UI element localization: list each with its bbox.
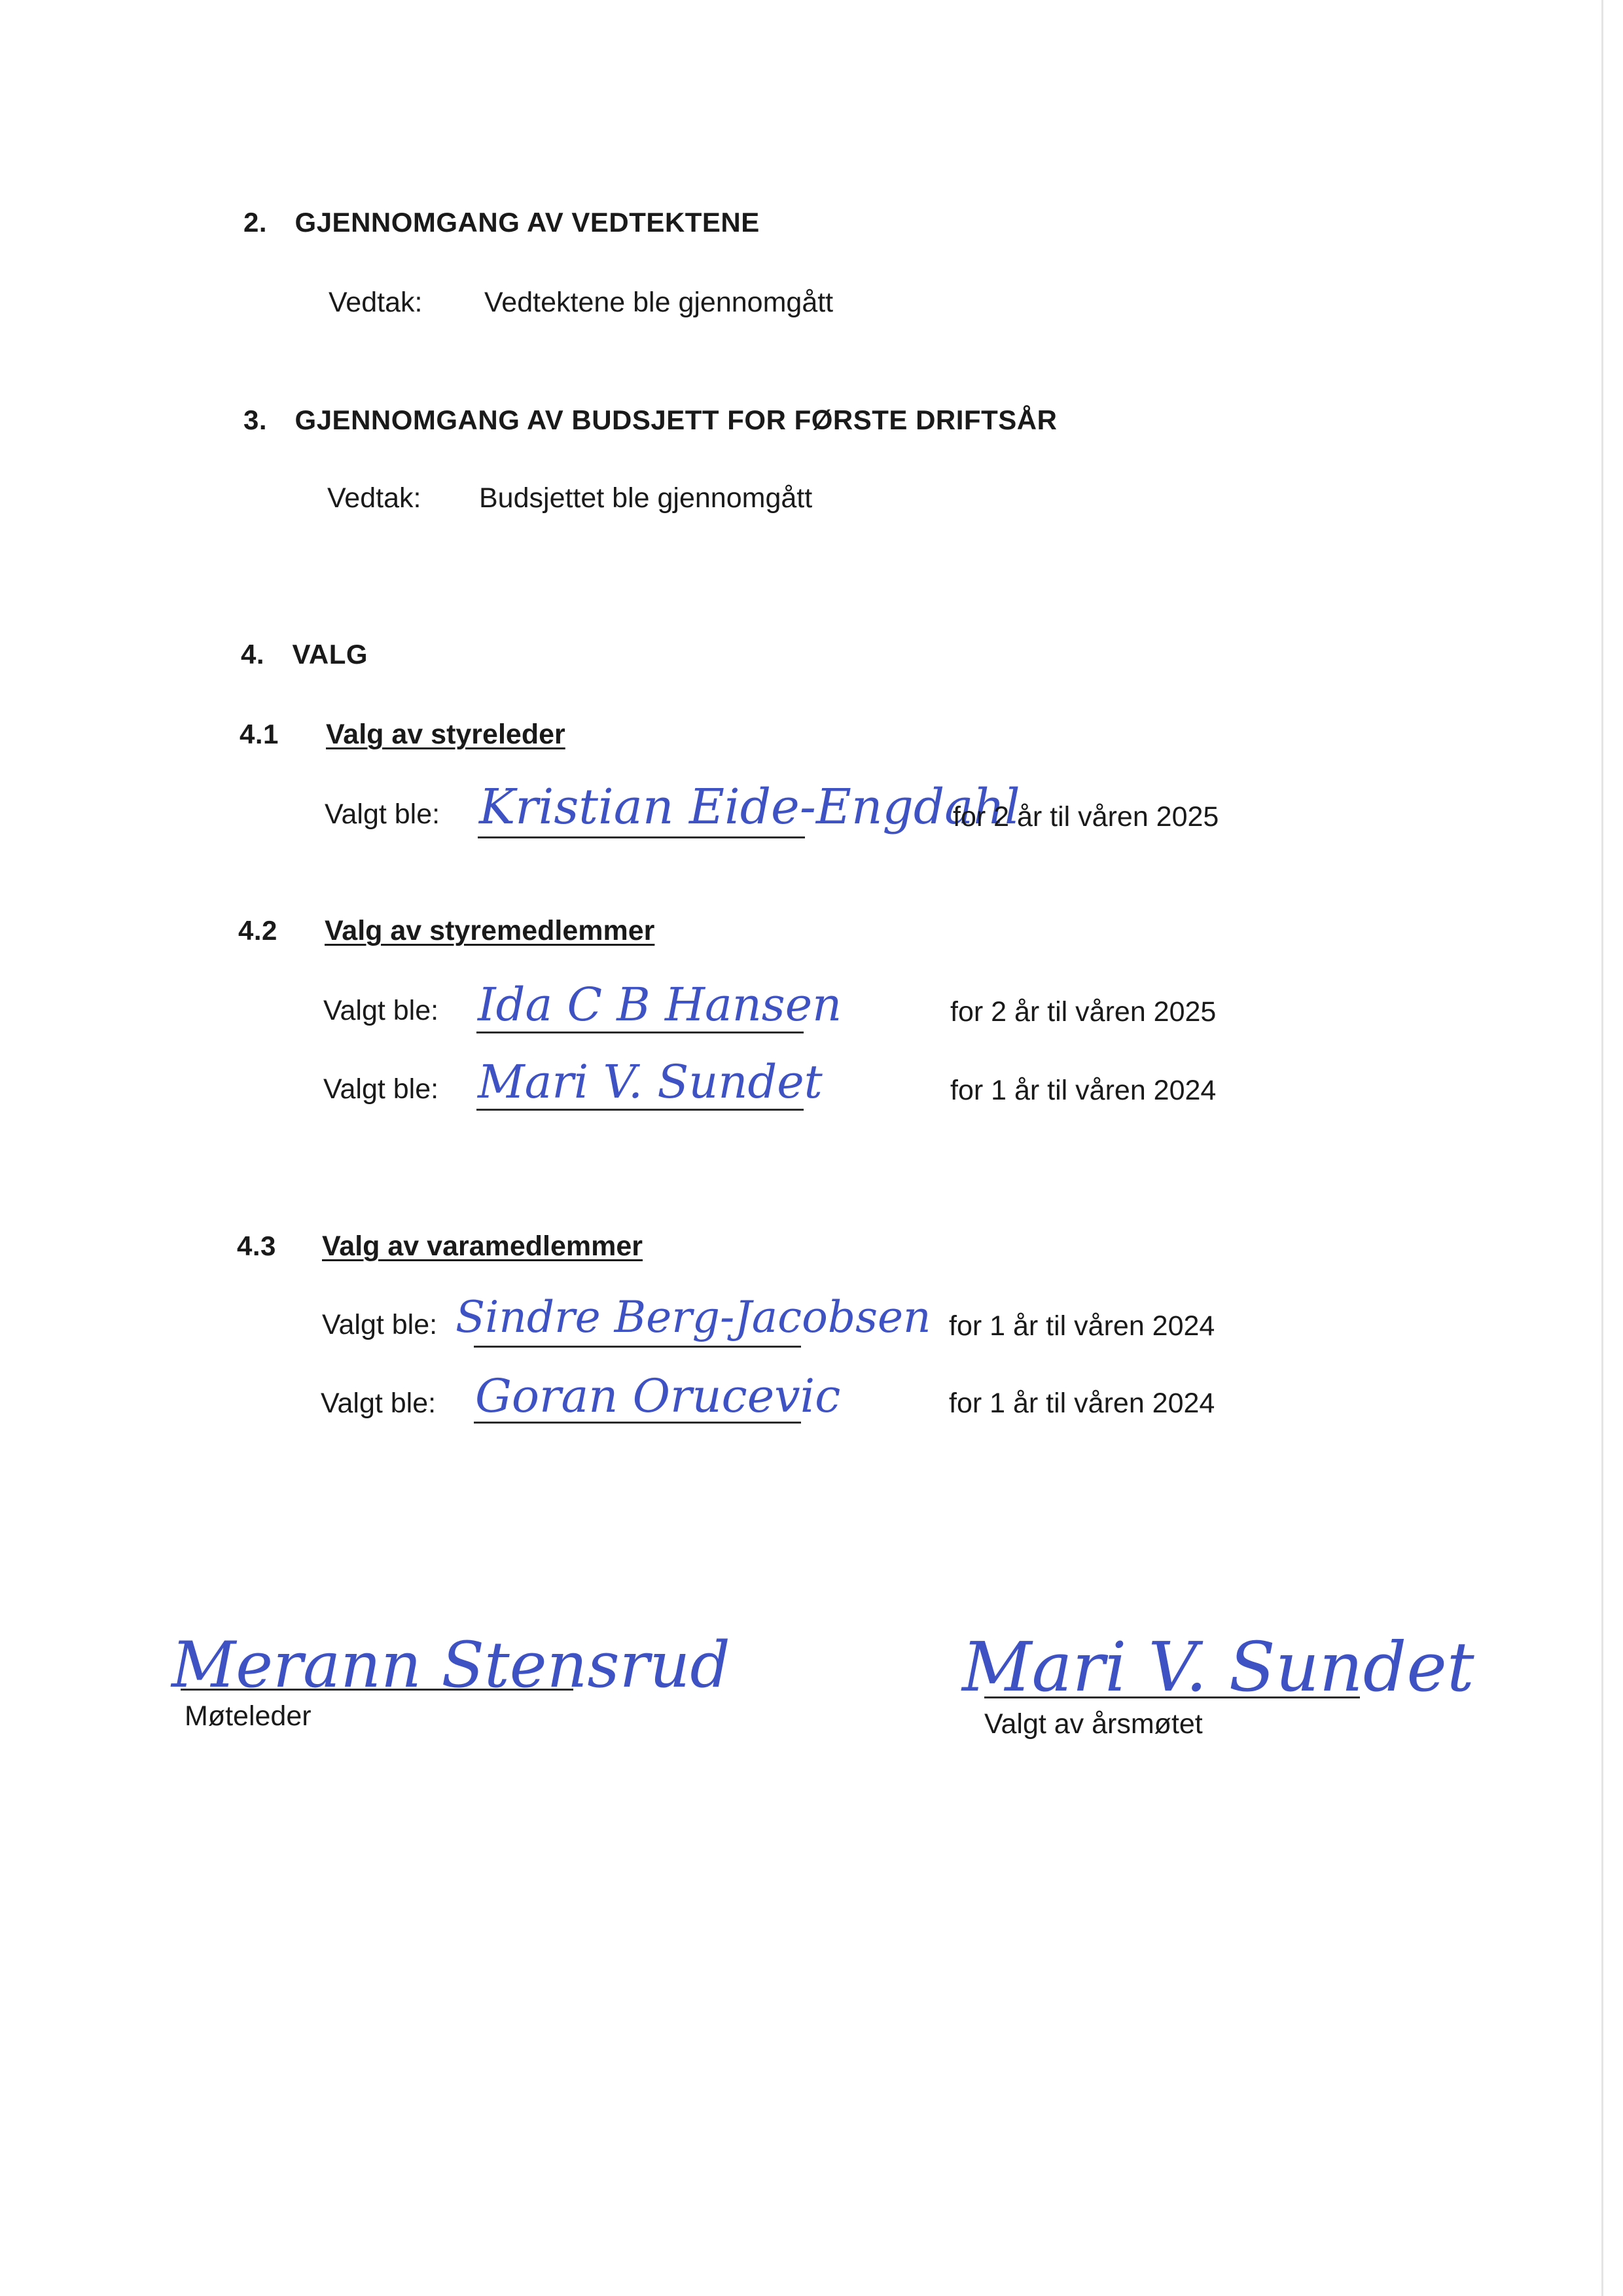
signature-line (478, 836, 805, 838)
subsection-4-1-title: Valg av styreleder (326, 719, 565, 750)
row-4-3-2-term: for 1 år til våren 2024 (949, 1388, 1215, 1419)
row-4-2-2-label: Valgt ble: (323, 1073, 439, 1105)
row-4-3-1-term: for 1 år til våren 2024 (949, 1310, 1215, 1342)
signature-line (476, 1109, 804, 1111)
section-2-vedtak-text: Vedtektene ble gjennomgått (484, 287, 834, 318)
section-3-vedtak-text: Budsjettet ble gjennomgått (479, 482, 813, 514)
subsection-4-3-number: 4.3 (237, 1230, 276, 1261)
handwritten-name: Mari V. Sundet (478, 1055, 823, 1109)
subsection-4-2-number: 4.2 (238, 915, 277, 946)
subsection-4-2-title: Valg av styremedlemmer (325, 915, 655, 946)
section-2-heading: 2. GJENNOMGANG AV VEDTEKTENE (243, 207, 760, 238)
handwritten-name: Goran Orucevic (475, 1369, 841, 1423)
handwritten-name: Ida C B Hansen (478, 978, 842, 1031)
subsection-4-3-title: Valg av varamedlemmer (322, 1230, 643, 1262)
subsection-4-1-number: 4.1 (240, 719, 279, 749)
handwritten-signature-right: Mari V. Sundet (962, 1627, 1474, 1707)
section-2-vedtak-label: Vedtak: (329, 287, 423, 318)
section-3-vedtak-label: Vedtak: (327, 482, 421, 514)
row-4-1-1-label: Valgt ble: (325, 798, 440, 830)
section-3-heading: 3. GJENNOMGANG AV BUDSJETT FOR FØRSTE DRIFTSÅR (243, 404, 1058, 435)
handwritten-name: Kristian Eide-Engdahl (479, 779, 1020, 835)
handwritten-name: Sindre Berg-Jacobsen (455, 1292, 931, 1342)
row-4-2-2-term: for 1 år til våren 2024 (950, 1075, 1217, 1106)
signature-line (474, 1346, 801, 1348)
signature-line (476, 1031, 804, 1033)
scan-edge-line (1601, 0, 1603, 2296)
row-4-2-1-label: Valgt ble: (323, 995, 439, 1026)
caption-moteleder: Møteleder (185, 1700, 312, 1732)
row-4-3-1-label: Valgt ble: (322, 1309, 438, 1340)
row-4-1-1-term: for 2 år til våren 2025 (953, 801, 1219, 833)
handwritten-signature-left: Merann Stensrud (171, 1628, 730, 1702)
row-4-2-1-term: for 2 år til våren 2025 (950, 996, 1217, 1028)
section-4-heading: 4. VALG (241, 639, 368, 670)
caption-valgt-av-arsmotet: Valgt av årsmøtet (984, 1708, 1203, 1740)
row-4-3-2-label: Valgt ble: (321, 1388, 437, 1419)
